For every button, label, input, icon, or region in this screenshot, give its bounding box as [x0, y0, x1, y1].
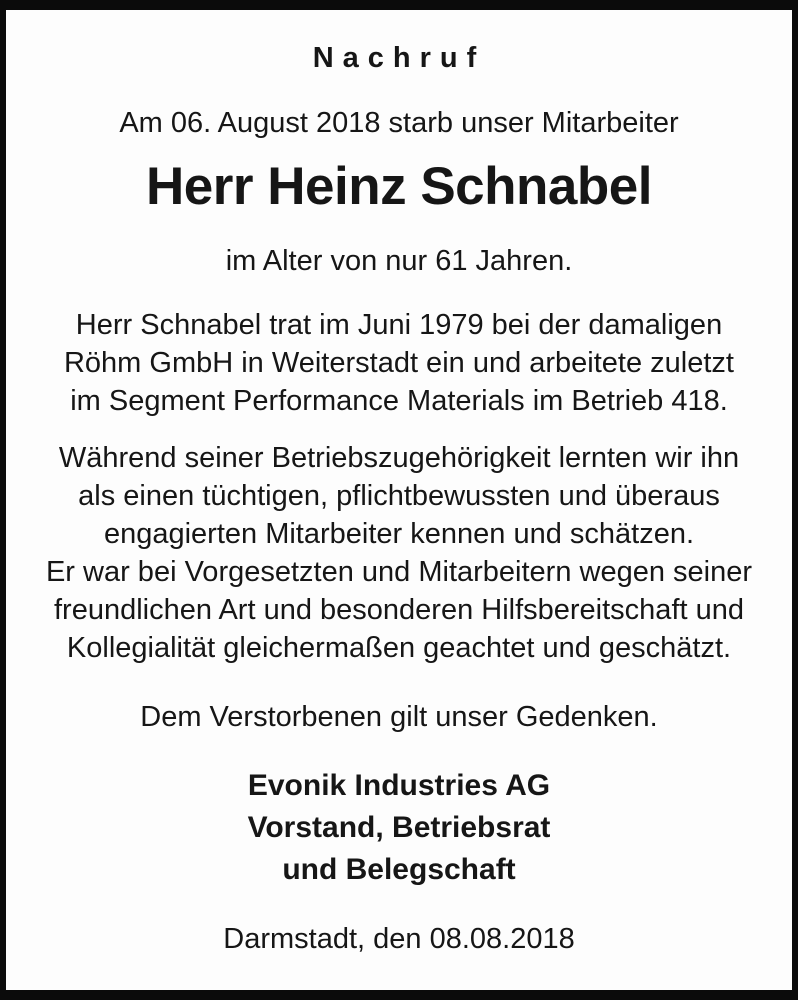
- text-line: Kollegialität gleichermaßen geachtet und geschätzt.: [66, 632, 732, 664]
- text-line: als einen tüchtigen, pflichtbewussten und überaus: [78, 480, 720, 512]
- dateline: Darmstadt, den 08.08.2018: [223, 923, 575, 955]
- signature-line: Vorstand, Betriebsrat: [247, 811, 551, 844]
- text-line: im Segment Performance Materials im Betrieb 418.: [70, 385, 728, 417]
- text-line: engagierten Mitarbeiter kennen und schätzen.: [103, 518, 695, 550]
- text-line: Herr Schnabel trat im Juni 1979 bei der damaligen: [75, 309, 723, 341]
- intro-line: Am 06. August 2018 starb unser Mitarbeiter: [119, 107, 679, 139]
- remembrance-line: Dem Verstorbenen gilt unser Gedenken.: [140, 701, 658, 733]
- text-line: Röhm GmbH in Weiterstadt ein und arbeitete zuletzt: [63, 347, 734, 379]
- company-name: Evonik Industries AG: [247, 769, 551, 802]
- text-line: freundlichen Art und besonderen Hilfsbereitschaft und: [54, 594, 744, 626]
- signature-block: [6, 765, 792, 891]
- signature-line: und Belegschaft: [282, 853, 516, 886]
- paragraph-career: [6, 306, 792, 420]
- paragraph-tribute: [6, 439, 792, 667]
- age-line: im Alter von nur 61 Jahren.: [225, 245, 573, 277]
- obituary-title: Nachruf: [312, 42, 486, 74]
- text-line: Er war bei Vorgesetzten und Mitarbeitern wegen seiner: [45, 556, 753, 588]
- text-line: Während seiner Betriebszugehörigkeit lernten wir ihn: [58, 442, 740, 474]
- deceased-name: Herr Heinz Schnabel: [146, 157, 652, 216]
